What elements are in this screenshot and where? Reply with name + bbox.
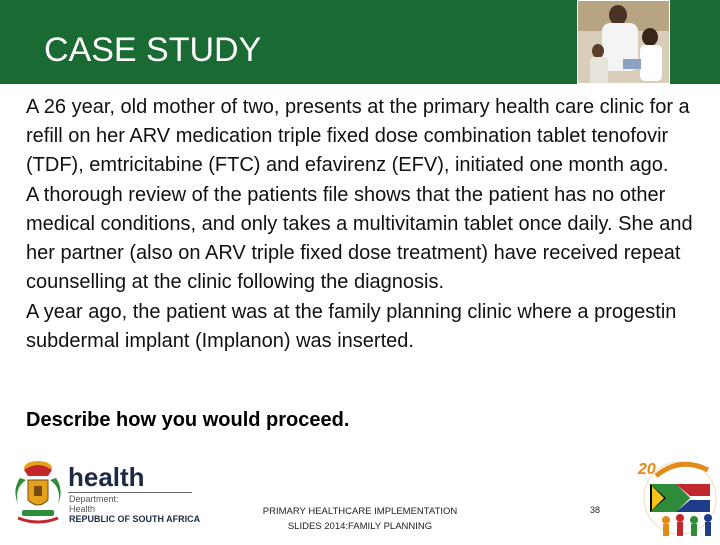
anniversary-logo (636, 454, 720, 540)
footer-line-2: SLIDES 2014:FAMILY PLANNING (287, 521, 433, 532)
slide-title: CASE STUDY (44, 31, 262, 69)
paragraph-history: A thorough review of the patients file shows that the patient has no other medical conditions, and only takes a multivitamin tablet once daily. She and her partner (also on ARV triple fixed dose treatment) have received repeat counselling at the clinic following the diagnosis. (26, 184, 693, 293)
logo-country: REPUBLIC OF SOUTH AFRICA (69, 514, 201, 524)
slide-footer (255, 504, 465, 534)
svg-text:20: 20 (638, 461, 656, 478)
page-number: 38 (590, 505, 601, 515)
header-photo (577, 0, 670, 84)
title-bar (0, 0, 720, 84)
coat-of-arms-icon (8, 458, 68, 530)
paragraph-family-planning: A year ago, the patient was at the family planning clinic where a progestin subdermal implant (Implanon) was inserted. (26, 301, 677, 352)
logo-dept-line1: Department: (69, 494, 119, 504)
logo-divider (68, 492, 192, 493)
logo-health-word: health (68, 462, 145, 492)
paragraph-presentation: A 26 year, old mother of two, presents at the primary health care clinic for a refill on her ARV medication triple fixed dose combination tablet tenofovir (TDF), emtricitabine (FTC) and efavirenz (EFV), initiated one month ago. (26, 96, 690, 176)
20-years-of-freedom-icon (636, 454, 720, 540)
logo-dept-line2: Health (69, 504, 96, 514)
case-description (26, 93, 706, 356)
question-prompt: Describe how you would proceed. (26, 409, 350, 431)
footer-line-1: PRIMARY HEALTHCARE IMPLEMENTATION (262, 506, 458, 517)
logo-department (69, 494, 119, 514)
